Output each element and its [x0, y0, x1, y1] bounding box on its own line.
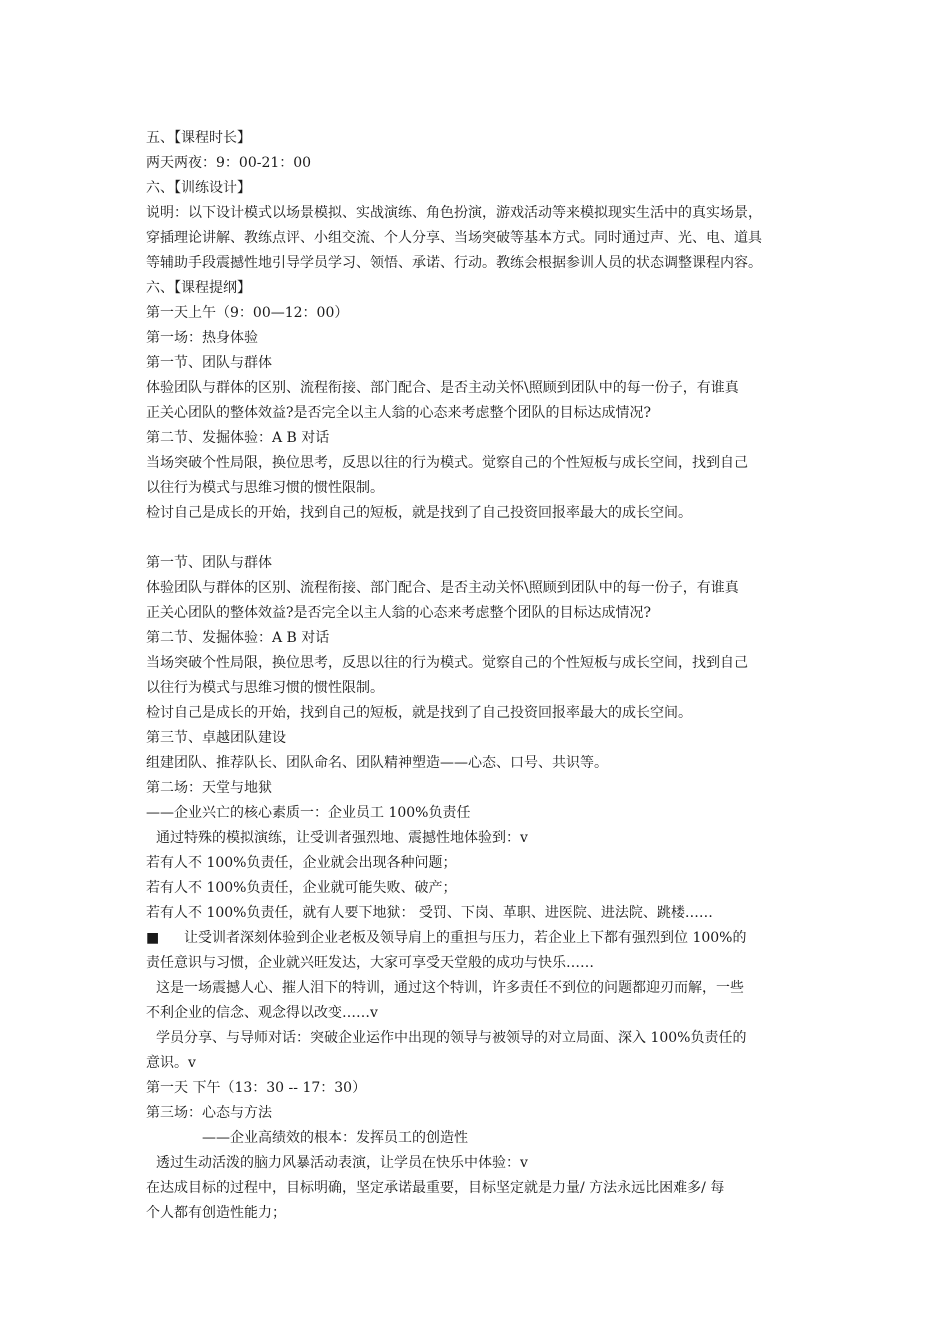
text-line: 穿插理论讲解、教练点评、小组交流、个人分享、当场突破等基本方式。同时通过声、光、电、道具: [146, 230, 762, 246]
text-line: 第一天 下午（13：30 -- 17：30）: [146, 1080, 367, 1096]
text-line: 体验团队与群体的区别、流程衔接、部门配合、是否主动关怀\照顾到团队中的每一份子，有谁真: [146, 580, 739, 596]
text-line: 若有人不 100%负责任，企业就可能失败、破产；: [146, 880, 457, 896]
text-line: 意识。v: [146, 1055, 196, 1071]
bullet-line: [146, 926, 816, 951]
section-heading: 六、【课程提纲】: [146, 280, 251, 296]
text-line: 第一场：热身体验: [146, 330, 258, 346]
text-line: 体验团队与群体的区别、流程衔接、部门配合、是否主动关怀\照顾到团队中的每一份子，有谁真: [146, 380, 739, 396]
text-line: 第二节、发掘体验：A B 对话: [146, 630, 330, 646]
text-line: 组建团队、推荐队长、团队命名、团队精神塑造——心态、口号、共识等。: [146, 755, 608, 771]
text-line: 说明：以下设计模式以场景模拟、实战演练、角色扮演，游戏活动等来模拟现实生活中的真实场景，: [146, 205, 762, 221]
text-line: 不利企业的信念、观念得以改变……v: [146, 1005, 378, 1021]
text-line: 检讨自己是成长的开始，找到自己的短板，就是找到了自己投资回报率最大的成长空间。: [146, 705, 692, 721]
text-line: 等辅助手段震撼性地引导学员学习、领悟、承诺、行动。教练会根据参训人员的状态调整课程内容。: [146, 255, 762, 271]
text-line: 第二节、发掘体验：A B 对话: [146, 430, 330, 446]
text-line: 以往行为模式与思维习惯的惯性限制。: [146, 480, 384, 496]
text-line: 第一节、团队与群体: [146, 355, 272, 371]
text-line: 在达成目标的过程中，目标明确，坚定承诺最重要，目标坚定就是力量/ 方法永远比困难多/ 每: [146, 1180, 725, 1196]
text-line: ——企业高绩效的根本：发挥员工的创造性: [202, 1130, 468, 1146]
blank-line: [146, 526, 816, 551]
text-line: 第三节、卓越团队建设: [146, 730, 286, 746]
text-line: 若有人不 100%负责任，就有人要下地狱： 受罚、下岗、革职、进医院、进法院、跳楼……: [146, 905, 713, 921]
text-line: 当场突破个性局限，换位思考，反思以往的行为模式。觉察自己的个性短板与成长空间，找到自己: [146, 455, 748, 471]
text-line: 以往行为模式与思维习惯的惯性限制。: [146, 680, 384, 696]
text-line: 通过特殊的模拟演练，让受训者强烈地、震撼性地体验到：v: [156, 830, 528, 846]
text-line: 第一节、团队与群体: [146, 555, 272, 571]
text-line: 正关心团队的整体效益?是否完全以主人翁的心态来考虑整个团队的目标达成情况?: [146, 605, 652, 621]
text-line: 让受训者深刻体验到企业老板及领导肩上的重担与压力，若企业上下都有强烈到位 100%的: [184, 930, 747, 946]
text-line: 若有人不 100%负责任，企业就会出现各种问题；: [146, 855, 457, 871]
text-line: 责任意识与习惯，企业就兴旺发达，大家可享受天堂般的成功与快乐……: [146, 955, 594, 971]
text-line: 第二场：天堂与地狱: [146, 780, 272, 796]
text-line: 检讨自己是成长的开始，找到自己的短板，就是找到了自己投资回报率最大的成长空间。: [146, 505, 692, 521]
text-line: 个人都有创造性能力；: [146, 1205, 286, 1221]
text-line: 正关心团队的整体效益?是否完全以主人翁的心态来考虑整个团队的目标达成情况?: [146, 405, 652, 421]
text-line: 两天两夜：9：00-21：00: [146, 155, 312, 171]
square-bullet-icon: ■: [146, 930, 160, 946]
text-line: 透过生动活泼的脑力风暴活动表演，让学员在快乐中体验：v: [156, 1155, 528, 1171]
text-line: 这是一场震撼人心、摧人泪下的特训，通过这个特训，许多责任不到位的问题都迎刃而解，一些: [156, 980, 744, 996]
text-line: 第一天上午（9：00—12：00）: [146, 305, 349, 321]
text-line: ——企业兴亡的核心素质一：企业员工 100%负责任: [146, 805, 471, 821]
section-heading: 五、【课程时长】: [146, 130, 251, 146]
text-line: 当场突破个性局限，换位思考，反思以往的行为模式。觉察自己的个性短板与成长空间，找到自己: [146, 655, 748, 671]
section-heading: 六、【训练设计】: [146, 180, 251, 196]
text-line: 第三场：心态与方法: [146, 1105, 272, 1121]
text-line: 学员分享、与导师对话：突破企业运作中出现的领导与被领导的对立局面、深入 100%负责任的: [156, 1030, 747, 1046]
document-body: [146, 126, 816, 1226]
